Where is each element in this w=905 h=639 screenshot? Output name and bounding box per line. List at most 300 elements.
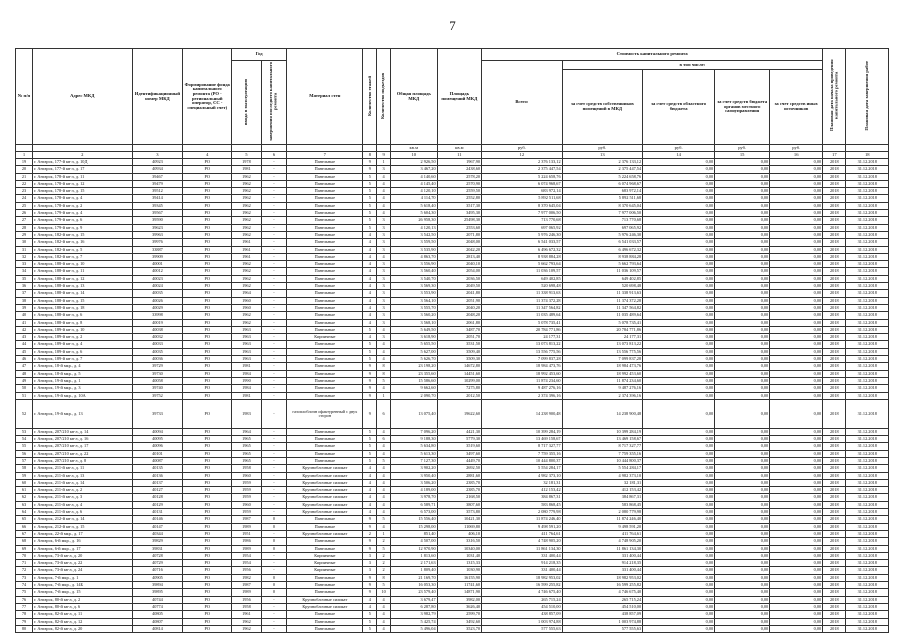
- table-row: [16, 509, 889, 516]
- table-cell: 1964: [232, 290, 262, 297]
- table-cell: 31.12.2018: [846, 523, 889, 530]
- table-row: [16, 625, 889, 632]
- table-cell: 2018: [823, 560, 846, 567]
- table-cell: 0,00: [770, 574, 823, 581]
- header-fund: Формирование фонда капитального ремонта (РО - региональный оператор, СС - специальный счет): [183, 49, 232, 145]
- table-cell: 31.12.2018: [846, 443, 889, 450]
- table-cell: РО: [183, 304, 232, 311]
- table-cell: 1031,40: [437, 552, 481, 559]
- table-cell: 15 298,00: [390, 523, 437, 530]
- table-cell: 9: [363, 516, 377, 523]
- table-cell: 20: [16, 166, 33, 173]
- table-cell: Панельные: [287, 239, 363, 246]
- table-cell: 0,00: [770, 348, 823, 355]
- table-cell: 40814: [132, 625, 183, 632]
- table-cell: 2036,50: [437, 275, 481, 282]
- table-row: [16, 180, 889, 187]
- table-cell: 31.12.2018: [846, 436, 889, 443]
- table-cell: 5 662 793,64: [482, 261, 563, 268]
- table-cell: 2018: [823, 173, 846, 180]
- table-cell: 0,00: [643, 523, 715, 530]
- table-cell: 2018: [823, 385, 846, 392]
- table-cell: 5: [377, 516, 391, 523]
- table-cell: 39963: [132, 231, 183, 238]
- table-cell: 0,00: [715, 188, 770, 195]
- table-cell: -: [261, 465, 286, 472]
- capital-repair-table: [15, 48, 889, 633]
- table-cell: 3316,50: [437, 538, 481, 545]
- table-cell: 3: [377, 246, 391, 253]
- table-cell: 0,00: [643, 509, 715, 516]
- table-cell: РО: [183, 188, 232, 195]
- table-cell: 7 099 837,28: [562, 356, 643, 363]
- table-row: [16, 530, 889, 537]
- table-cell: 9: [363, 582, 377, 589]
- table-cell: 3: [377, 275, 391, 282]
- table-cell: РО: [183, 509, 232, 516]
- table-cell: 5 626,70: [390, 356, 437, 363]
- table-cell: РО: [183, 261, 232, 268]
- table-cell: 40774: [132, 603, 183, 610]
- table-row: [16, 341, 889, 348]
- table-cell: 2018: [823, 428, 846, 435]
- table-cell: РО: [183, 341, 232, 348]
- table-cell: 0,00: [715, 202, 770, 209]
- table-cell: 0,00: [715, 341, 770, 348]
- table-cell: 31.12.2018: [846, 370, 889, 377]
- table-cell: 649 402,85: [482, 275, 563, 282]
- table-cell: 40095: [132, 436, 183, 443]
- table-row: [16, 472, 889, 479]
- table-cell: 8 370 645,04: [482, 202, 563, 209]
- table-cell: 4: [377, 356, 391, 363]
- table-row: [16, 370, 889, 377]
- table-cell: 1989: [232, 545, 262, 552]
- table-cell: 412 153,42: [482, 487, 563, 494]
- table-cell: 2 080 779,98: [562, 509, 643, 516]
- table-cell: 2048,20: [437, 312, 481, 319]
- table-cell: 0,00: [643, 501, 715, 508]
- table-cell: 713 770,68: [482, 217, 563, 224]
- table-cell: 31.12.2018: [846, 567, 889, 574]
- table-cell: 0,00: [643, 231, 715, 238]
- table-cell: 65: [16, 516, 33, 523]
- table-cell: РО: [183, 180, 232, 187]
- table-cell: 5 627,00: [390, 348, 437, 355]
- table-cell: РО: [183, 246, 232, 253]
- table-cell: 2553,60: [437, 224, 481, 231]
- table-cell: 18 982 953,02: [482, 574, 563, 581]
- table-cell: 40023: [132, 275, 183, 282]
- table-cell: 2018: [823, 392, 846, 399]
- table-cell: 61: [16, 487, 33, 494]
- table-cell: 1959: [232, 487, 262, 494]
- table-cell: 31.12.2018: [846, 545, 889, 552]
- column-number: 17: [823, 152, 846, 159]
- table-cell: Панельные: [287, 377, 363, 384]
- table-cell: 3 564,10: [390, 297, 437, 304]
- table-cell: 1981: [232, 392, 262, 399]
- table-cell: 25: [16, 202, 33, 209]
- table-cell: Панельные: [287, 392, 363, 399]
- table-cell: 0,00: [643, 297, 715, 304]
- table-cell: 60: [16, 479, 33, 486]
- table-row: [16, 523, 889, 530]
- table-cell: -: [261, 385, 286, 392]
- table-cell: 40744: [132, 596, 183, 603]
- table-cell: 2692,50: [437, 465, 481, 472]
- table-cell: 2018: [823, 370, 846, 377]
- table-cell: 2018: [823, 509, 846, 516]
- table-row: [16, 297, 889, 304]
- table-cell: г. Ангарск, 211-й кв-л, д. 11: [32, 465, 132, 472]
- table-cell: 1954: [232, 552, 262, 559]
- table-cell: 2018: [823, 312, 846, 319]
- table-cell: 9: [363, 166, 377, 173]
- table-cell: 40131: [132, 509, 183, 516]
- table-cell: 5: [363, 224, 377, 231]
- table-cell: 2018: [823, 188, 846, 195]
- table-cell: 4: [363, 479, 377, 486]
- table-cell: 39567: [132, 210, 183, 217]
- table-cell: 8 938 884,28: [562, 253, 643, 260]
- table-cell: 0,00: [643, 166, 715, 173]
- table-cell: Панельные: [287, 538, 363, 545]
- table-cell: 0,00: [715, 501, 770, 508]
- table-cell: 31.12.2018: [846, 210, 889, 217]
- table-cell: 2: [377, 538, 391, 545]
- table-cell: Панельные: [287, 385, 363, 392]
- table-cell: 5 604,30: [390, 210, 437, 217]
- table-cell: 11 374 372,28: [482, 297, 563, 304]
- table-cell: 11741,60: [437, 582, 481, 589]
- table-cell: 1965: [232, 457, 262, 464]
- table-cell: 265 715,24: [562, 596, 643, 603]
- table-cell: 2018: [823, 443, 846, 450]
- table-cell: 5 554 284,17: [482, 465, 563, 472]
- header-address: Адрес МКД: [32, 49, 132, 145]
- table-cell: Кирпичные: [287, 567, 363, 574]
- table-cell: 40137: [132, 479, 183, 486]
- table-cell: г. Ангарск, 188-й кв-л, д. 10: [32, 261, 132, 268]
- table-cell: 0,00: [770, 509, 823, 516]
- table-cell: 76: [16, 596, 33, 603]
- table-cell: Панельные: [287, 180, 363, 187]
- table-cell: 9 487 276,16: [562, 385, 643, 392]
- table-cell: 4 748 905,20: [482, 538, 563, 545]
- table-cell: 265 715,24: [482, 596, 563, 603]
- table-cell: 31.12.2018: [846, 465, 889, 472]
- table-cell: 31.12.2018: [846, 560, 889, 567]
- table-cell: 7 759 355,16: [562, 450, 643, 457]
- table-cell: 7275,80: [437, 385, 481, 392]
- table-cell: 3495,30: [437, 210, 481, 217]
- table-cell: 2018: [823, 290, 846, 297]
- table-cell: 0,00: [643, 341, 715, 348]
- table-cell: 0,00: [715, 159, 770, 166]
- table-cell: 4: [377, 618, 391, 625]
- table-cell: 0,00: [715, 246, 770, 253]
- table-cell: Панельные: [287, 618, 363, 625]
- table-row: [16, 319, 889, 326]
- table-cell: 6 496 672,32: [482, 246, 563, 253]
- table-cell: 31: [16, 246, 33, 253]
- table-cell: Панельные: [287, 283, 363, 290]
- table-cell: 0,00: [643, 312, 715, 319]
- table-cell: 1962: [232, 180, 262, 187]
- table-cell: 53: [16, 428, 33, 435]
- table-cell: 5 634,80: [390, 443, 437, 450]
- table-cell: 0,00: [715, 370, 770, 377]
- table-cell: 1986: [232, 538, 262, 545]
- table-cell: 31.12.2018: [846, 283, 889, 290]
- table-cell: 4: [377, 487, 391, 494]
- table-cell: 1982: [232, 574, 262, 581]
- table-cell: 40905: [132, 574, 183, 581]
- table-cell: 3509,40: [437, 348, 481, 355]
- table-cell: 19622,60: [437, 399, 481, 428]
- table-cell: 4: [363, 509, 377, 516]
- table-cell: 0,00: [643, 494, 715, 501]
- table-cell: 31.12.2018: [846, 428, 889, 435]
- table-cell: 31.12.2018: [846, 239, 889, 246]
- table-cell: 31.12.2018: [846, 297, 889, 304]
- table-cell: 0,00: [643, 261, 715, 268]
- table-cell: 0: [261, 589, 286, 596]
- table-cell: 39752: [132, 392, 183, 399]
- table-cell: 18 992 453,60: [562, 370, 643, 377]
- table-cell: 2051,70: [437, 334, 481, 341]
- table-cell: 3 978,70: [390, 494, 437, 501]
- table-cell: 1962: [232, 202, 262, 209]
- table-cell: 4: [363, 231, 377, 238]
- table-cell: Панельные: [287, 173, 363, 180]
- table-cell: 0,00: [770, 472, 823, 479]
- table-cell: 52: [16, 399, 33, 428]
- table-cell: 10 444 800,37: [562, 457, 643, 464]
- header-incl: в том числе:: [562, 61, 823, 70]
- table-cell: 11 036 109,57: [482, 268, 563, 275]
- table-cell: 31.12.2018: [846, 596, 889, 603]
- table-cell: 40029: [132, 304, 183, 311]
- table-cell: РО: [183, 589, 232, 596]
- table-cell: 0,00: [770, 487, 823, 494]
- table-cell: 5 496,04: [390, 625, 437, 632]
- table-cell: 11 035 489,64: [562, 312, 643, 319]
- table-cell: Панельные: [287, 268, 363, 275]
- table-cell: Панельные: [287, 326, 363, 333]
- table-cell: РО: [183, 494, 232, 501]
- table-cell: -: [261, 399, 286, 428]
- table-cell: 15 556,40: [390, 516, 437, 523]
- table-cell: 0,00: [715, 363, 770, 370]
- table-cell: 31.12.2018: [846, 494, 889, 501]
- table-cell: 4: [363, 596, 377, 603]
- table-cell: РО: [183, 501, 232, 508]
- table-cell: 3 618,90: [390, 334, 437, 341]
- table-row: [16, 567, 889, 574]
- table-cell: -: [261, 618, 286, 625]
- table-cell: 0,00: [770, 516, 823, 523]
- table-cell: Панельные: [287, 304, 363, 311]
- table-cell: 0,00: [643, 428, 715, 435]
- table-cell: 5 976 246,30: [482, 231, 563, 238]
- table-cell: 0,00: [715, 312, 770, 319]
- header-year-group: Год: [232, 49, 287, 61]
- table-cell: 1: [377, 530, 391, 537]
- table-cell: 0,00: [643, 290, 715, 297]
- table-cell: 1951: [232, 530, 262, 537]
- table-cell: 3 560,40: [390, 268, 437, 275]
- table-cell: 40035: [132, 290, 183, 297]
- table-cell: 2018: [823, 530, 846, 537]
- table-cell: 7 759 355,16: [482, 450, 563, 457]
- unit-cell: руб.: [482, 145, 563, 152]
- table-cell: 1962: [232, 319, 262, 326]
- table-cell: 3: [377, 283, 391, 290]
- table-cell: РО: [183, 596, 232, 603]
- header-living-area: Площадь помещений МКД: [437, 49, 481, 145]
- table-cell: г. Ангарск, 7-й мкр., д. 14Б: [32, 582, 132, 589]
- table-row: [16, 560, 889, 567]
- table-cell: 8: [377, 370, 391, 377]
- table-cell: 1963: [232, 348, 262, 355]
- table-cell: 3: [363, 552, 377, 559]
- table-cell: РО: [183, 195, 232, 202]
- table-row: [16, 363, 889, 370]
- table-cell: 0,00: [770, 290, 823, 297]
- table-cell: 0,00: [770, 538, 823, 545]
- table-cell: 520 698,48: [562, 283, 643, 290]
- table-cell: 11 035 489,64: [482, 312, 563, 319]
- table-cell: 0,00: [770, 202, 823, 209]
- table-cell: 0,00: [715, 487, 770, 494]
- table-cell: 0,00: [643, 618, 715, 625]
- column-number: 9: [377, 152, 391, 159]
- table-cell: 33887: [132, 246, 183, 253]
- table-cell: 15 586,60: [390, 377, 437, 384]
- table-cell: 0,00: [770, 363, 823, 370]
- table-cell: 23 198,20: [390, 363, 437, 370]
- table-cell: 0,00: [715, 611, 770, 618]
- table-cell: -: [261, 283, 286, 290]
- table-cell: РО: [183, 217, 232, 224]
- table-cell: -: [261, 501, 286, 508]
- table-cell: -: [261, 370, 286, 377]
- table-cell: 0,00: [643, 210, 715, 217]
- table-cell: 4: [377, 443, 391, 450]
- table-cell: 0,00: [715, 457, 770, 464]
- table-cell: 914 218,35: [562, 560, 643, 567]
- table-cell: 2 374 396,16: [482, 392, 563, 399]
- table-cell: РО: [183, 545, 232, 552]
- table-cell: 0,00: [770, 239, 823, 246]
- table-cell: 6 541 033,57: [482, 239, 563, 246]
- table-cell: 31.12.2018: [846, 363, 889, 370]
- table-cell: 8 370 645,04: [562, 202, 643, 209]
- table-cell: 16155,90: [437, 574, 481, 581]
- table-cell: 2438,60: [437, 166, 481, 173]
- table-cell: 20 784 771,86: [562, 326, 643, 333]
- header-other: за счет средств иных источников: [770, 70, 823, 145]
- table-cell: 9: [363, 589, 377, 596]
- table-row: [16, 465, 889, 472]
- table-cell: 2018: [823, 603, 846, 610]
- table-cell: Крупноблочные силикат: [287, 472, 363, 479]
- table-cell: РО: [183, 625, 232, 632]
- table-cell: 3523,70: [437, 625, 481, 632]
- table-cell: 3 568,10: [390, 319, 437, 326]
- table-cell: 3: [377, 334, 391, 341]
- table-cell: 4: [363, 334, 377, 341]
- table-cell: 2018: [823, 377, 846, 384]
- table-cell: г. Ангарск, 177-й кв-л, д. 17: [32, 166, 132, 173]
- table-row: [16, 246, 889, 253]
- table-cell: 8: [377, 363, 391, 370]
- table-cell: РО: [183, 202, 232, 209]
- table-cell: -: [261, 457, 286, 464]
- table-cell: 11 861 134,30: [482, 545, 563, 552]
- table-cell: 5 649,50: [390, 326, 437, 333]
- table-cell: 0,00: [770, 385, 823, 392]
- table-header: [16, 49, 889, 159]
- table-cell: Кирпичные: [287, 334, 363, 341]
- table-cell: 46: [16, 356, 33, 363]
- table-cell: 10: [377, 589, 391, 596]
- table-cell: 4: [377, 494, 391, 501]
- table-cell: 9: [363, 385, 377, 392]
- table-cell: 0,00: [770, 173, 823, 180]
- table-cell: г. Ангарск, 189-й кв-л, д. 6: [32, 348, 132, 355]
- table-cell: 0,00: [770, 494, 823, 501]
- table-cell: 3: [377, 217, 391, 224]
- table-cell: 10 444 800,37: [482, 457, 563, 464]
- table-cell: 0,00: [715, 443, 770, 450]
- table-cell: 31.12.2018: [846, 159, 889, 166]
- table-cell: 5: [363, 348, 377, 355]
- table-cell: 47: [16, 363, 33, 370]
- table-cell: 697 065,92: [562, 224, 643, 231]
- table-cell: 1956: [232, 567, 262, 574]
- table-row: [16, 443, 889, 450]
- table-cell: 37: [16, 290, 33, 297]
- table-row: [16, 516, 889, 523]
- table-cell: 0,00: [715, 283, 770, 290]
- table-cell: РО: [183, 290, 232, 297]
- table-cell: РО: [183, 567, 232, 574]
- table-cell: 1962: [232, 261, 262, 268]
- table-cell: 0,00: [643, 436, 715, 443]
- table-cell: 5: [363, 428, 377, 435]
- table-cell: 1960: [232, 501, 262, 508]
- table-cell: 9: [363, 574, 377, 581]
- table-cell: 23 355,60: [390, 370, 437, 377]
- table-cell: г. Ангарск, 80-й кв-л, д. 6: [32, 603, 132, 610]
- table-cell: 11 861 134,30: [562, 545, 643, 552]
- table-cell: 40058: [132, 377, 183, 384]
- table-cell: 0,00: [643, 574, 715, 581]
- table-cell: 0,00: [715, 596, 770, 603]
- table-cell: 2 376 133,12: [482, 159, 563, 166]
- table-cell: 42: [16, 326, 33, 333]
- table-cell: РО: [183, 457, 232, 464]
- table-cell: 0,00: [715, 560, 770, 567]
- units-row: [16, 145, 889, 152]
- table-cell: -: [261, 443, 286, 450]
- table-cell: 67: [16, 530, 33, 537]
- table-cell: 0,00: [770, 326, 823, 333]
- table-cell: 0,00: [770, 246, 823, 253]
